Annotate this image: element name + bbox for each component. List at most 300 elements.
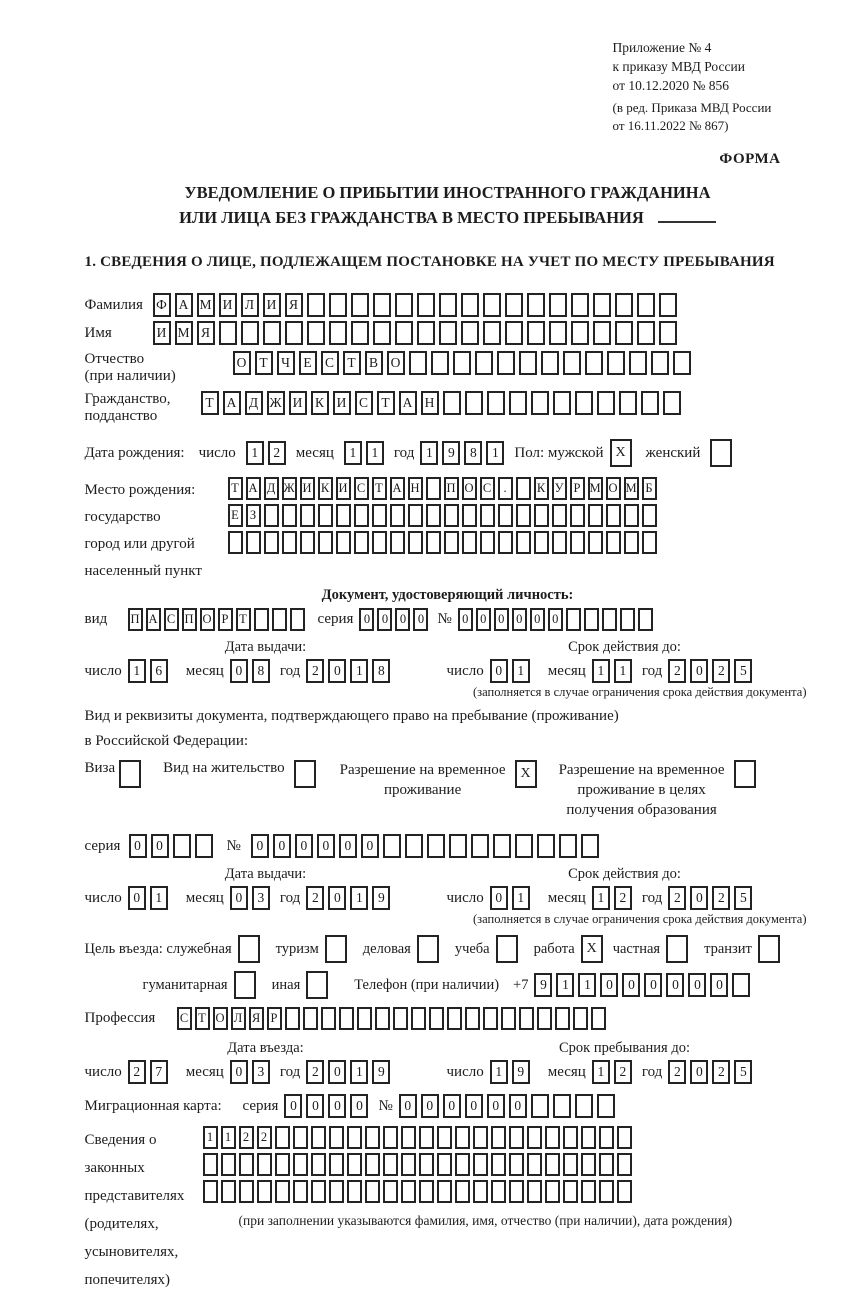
representatives-row2-cell[interactable] <box>311 1153 326 1176</box>
surname-cell[interactable] <box>439 293 457 317</box>
representatives-row2-cell[interactable] <box>221 1153 236 1176</box>
citizenship-cell[interactable] <box>509 391 527 415</box>
representatives-row1-cell[interactable]: 1 <box>203 1126 218 1149</box>
representatives-row3-cell[interactable] <box>599 1180 614 1203</box>
surname-cell[interactable]: М <box>197 293 215 317</box>
migcard-series-cell[interactable]: 0 <box>284 1094 302 1118</box>
phone-cell[interactable]: 1 <box>578 973 596 997</box>
id-number-cell[interactable] <box>620 608 635 631</box>
phone-cell[interactable]: 0 <box>644 973 662 997</box>
birth-year-cell[interactable]: 1 <box>420 441 438 465</box>
birthplace-row1-cell[interactable]: И <box>336 477 351 500</box>
migcard-number-cell[interactable] <box>597 1094 615 1118</box>
birthplace-row3-cell[interactable] <box>534 531 549 554</box>
id-valid-month-cell[interactable]: 1 <box>592 659 610 683</box>
birthplace-row1-cell[interactable]: . <box>498 477 513 500</box>
birthplace-row3-cell[interactable] <box>570 531 585 554</box>
representatives-row3-cell[interactable] <box>275 1180 290 1203</box>
purpose-business-cell[interactable] <box>417 935 439 963</box>
birthplace-row1-cell[interactable]: К <box>318 477 333 500</box>
birthplace-row2-cell[interactable] <box>534 504 549 527</box>
birthplace-row3-cell[interactable] <box>246 531 261 554</box>
profession-cell[interactable] <box>375 1007 390 1030</box>
citizenship-cell[interactable]: Т <box>201 391 219 415</box>
representatives-row1-cell[interactable]: 2 <box>257 1126 272 1149</box>
birthplace-row1-cell[interactable]: Д <box>264 477 279 500</box>
profession-cell[interactable] <box>483 1007 498 1030</box>
id-issue-year-cell[interactable]: 2 <box>306 659 324 683</box>
permit-issue-day-cell[interactable]: 0 <box>128 886 146 910</box>
migcard-number-cell[interactable] <box>531 1094 549 1118</box>
representatives-row3-cell[interactable] <box>581 1180 596 1203</box>
citizenship-cell[interactable]: Т <box>377 391 395 415</box>
phone-cell[interactable]: 1 <box>556 973 574 997</box>
representatives-row1-cell[interactable] <box>563 1126 578 1149</box>
name-cell[interactable] <box>505 321 523 345</box>
birthplace-row1-cell[interactable]: О <box>462 477 477 500</box>
birthplace-row2-cell[interactable] <box>408 504 423 527</box>
surname-cell[interactable] <box>461 293 479 317</box>
id-number-cell[interactable] <box>584 608 599 631</box>
surname-cell[interactable] <box>329 293 347 317</box>
permit-valid-day-cell[interactable]: 0 <box>490 886 508 910</box>
birthplace-row2-cell[interactable] <box>588 504 603 527</box>
birthplace-row2-cell[interactable] <box>552 504 567 527</box>
patronymic-cell[interactable]: О <box>233 351 251 375</box>
representatives-row1-cell[interactable] <box>473 1126 488 1149</box>
stay-day-cell[interactable]: 9 <box>512 1060 530 1084</box>
representatives-row3-cell[interactable] <box>401 1180 416 1203</box>
representatives-row3-cell[interactable] <box>329 1180 344 1203</box>
name-cell[interactable] <box>395 321 413 345</box>
patronymic-cell[interactable] <box>651 351 669 375</box>
citizenship-cell[interactable]: С <box>355 391 373 415</box>
sex-male-cell[interactable]: X <box>610 439 632 467</box>
representatives-row1-cell[interactable] <box>275 1126 290 1149</box>
representatives-row1-cell[interactable] <box>491 1126 506 1149</box>
representatives-row2-cell[interactable] <box>401 1153 416 1176</box>
patronymic-cell[interactable]: Т <box>343 351 361 375</box>
citizenship-cell[interactable]: И <box>289 391 307 415</box>
patronymic-cell[interactable] <box>541 351 559 375</box>
migcard-number-cell[interactable]: 0 <box>465 1094 483 1118</box>
surname-cell[interactable] <box>395 293 413 317</box>
id-valid-day-cell[interactable]: 0 <box>490 659 508 683</box>
birthplace-row2-cell[interactable] <box>336 504 351 527</box>
birthplace-row2-cell[interactable] <box>516 504 531 527</box>
representatives-row2-cell[interactable] <box>545 1153 560 1176</box>
birthplace-row1-cell[interactable]: Т <box>228 477 243 500</box>
birthplace-row2-cell[interactable] <box>354 504 369 527</box>
birthplace-row1-cell[interactable]: М <box>624 477 639 500</box>
permit-valid-month-cell[interactable]: 2 <box>614 886 632 910</box>
citizenship-cell[interactable] <box>597 391 615 415</box>
profession-cell[interactable]: Т <box>195 1007 210 1030</box>
doc-type-cell[interactable] <box>254 608 269 631</box>
birthplace-row3-cell[interactable] <box>588 531 603 554</box>
doc-type-cell[interactable]: О <box>200 608 215 631</box>
sex-female-cell[interactable] <box>710 439 732 467</box>
surname-cell[interactable] <box>505 293 523 317</box>
id-number-cell[interactable]: 0 <box>476 608 491 631</box>
surname-cell[interactable]: И <box>219 293 237 317</box>
name-cell[interactable] <box>593 321 611 345</box>
representatives-row2-cell[interactable] <box>473 1153 488 1176</box>
representatives-row3-cell[interactable] <box>221 1180 236 1203</box>
name-cell[interactable] <box>263 321 281 345</box>
profession-cell[interactable] <box>339 1007 354 1030</box>
name-cell[interactable] <box>219 321 237 345</box>
permit-issue-year-cell[interactable]: 0 <box>328 886 346 910</box>
birthplace-row1-cell[interactable]: М <box>588 477 603 500</box>
migcard-series-cell[interactable]: 0 <box>350 1094 368 1118</box>
name-cell[interactable] <box>241 321 259 345</box>
migcard-number-cell[interactable]: 0 <box>509 1094 527 1118</box>
patronymic-cell[interactable] <box>585 351 603 375</box>
id-number-cell[interactable]: 0 <box>548 608 563 631</box>
patronymic-cell[interactable] <box>607 351 625 375</box>
id-issue-year-cell[interactable]: 0 <box>328 659 346 683</box>
representatives-row3-cell[interactable] <box>473 1180 488 1203</box>
permit-series-cell[interactable] <box>195 834 213 858</box>
profession-cell[interactable] <box>393 1007 408 1030</box>
permit-number-cell[interactable] <box>427 834 445 858</box>
name-cell[interactable] <box>527 321 545 345</box>
representatives-row2-cell[interactable] <box>383 1153 398 1176</box>
citizenship-cell[interactable]: Д <box>245 391 263 415</box>
representatives-row1-cell[interactable]: 2 <box>239 1126 254 1149</box>
birthplace-row3-cell[interactable] <box>390 531 405 554</box>
id-issue-month-cell[interactable]: 8 <box>252 659 270 683</box>
name-cell[interactable] <box>461 321 479 345</box>
doc-type-cell[interactable] <box>272 608 287 631</box>
name-cell[interactable] <box>637 321 655 345</box>
surname-cell[interactable]: Л <box>241 293 259 317</box>
representatives-row3-cell[interactable] <box>419 1180 434 1203</box>
birth-year-cell[interactable]: 1 <box>486 441 504 465</box>
representatives-row3-cell[interactable] <box>455 1180 470 1203</box>
surname-cell[interactable] <box>593 293 611 317</box>
birth-day-cell[interactable]: 2 <box>268 441 286 465</box>
birthplace-row1-cell[interactable] <box>516 477 531 500</box>
birthplace-row1-cell[interactable]: И <box>300 477 315 500</box>
birth-year-cell[interactable]: 8 <box>464 441 482 465</box>
representatives-row3-cell[interactable] <box>293 1180 308 1203</box>
birthplace-row3-cell[interactable] <box>282 531 297 554</box>
permit-valid-month-cell[interactable]: 1 <box>592 886 610 910</box>
birthplace-row2-cell[interactable] <box>480 504 495 527</box>
entry-day-cell[interactable]: 7 <box>150 1060 168 1084</box>
id-issue-day-cell[interactable]: 6 <box>150 659 168 683</box>
permit-number-cell[interactable] <box>471 834 489 858</box>
profession-cell[interactable] <box>303 1007 318 1030</box>
representatives-row1-cell[interactable] <box>527 1126 542 1149</box>
birthplace-row2-cell[interactable] <box>498 504 513 527</box>
representatives-row3-cell[interactable] <box>545 1180 560 1203</box>
permit-series-cell[interactable] <box>173 834 191 858</box>
doc-type-cell[interactable]: А <box>146 608 161 631</box>
citizenship-cell[interactable] <box>663 391 681 415</box>
representatives-row1-cell[interactable] <box>437 1126 452 1149</box>
citizenship-cell[interactable]: И <box>333 391 351 415</box>
birthplace-row1-cell[interactable]: У <box>552 477 567 500</box>
birthplace-row1-cell[interactable]: Р <box>570 477 585 500</box>
birthplace-row3-cell[interactable] <box>264 531 279 554</box>
phone-cell[interactable]: 0 <box>710 973 728 997</box>
doc-type-cell[interactable]: П <box>182 608 197 631</box>
surname-cell[interactable] <box>549 293 567 317</box>
id-valid-year-cell[interactable]: 2 <box>712 659 730 683</box>
patronymic-cell[interactable] <box>475 351 493 375</box>
birthplace-row2-cell[interactable] <box>282 504 297 527</box>
citizenship-cell[interactable]: К <box>311 391 329 415</box>
representatives-row1-cell[interactable] <box>293 1126 308 1149</box>
permit-number-cell[interactable] <box>515 834 533 858</box>
representatives-row2-cell[interactable] <box>365 1153 380 1176</box>
representatives-row1-cell[interactable]: 1 <box>221 1126 236 1149</box>
id-issue-year-cell[interactable]: 1 <box>350 659 368 683</box>
permit-issue-year-cell[interactable]: 2 <box>306 886 324 910</box>
surname-cell[interactable]: А <box>175 293 193 317</box>
name-cell[interactable] <box>483 321 501 345</box>
representatives-row1-cell[interactable] <box>365 1126 380 1149</box>
birth-year-cell[interactable]: 9 <box>442 441 460 465</box>
birthplace-row1-cell[interactable]: Н <box>408 477 423 500</box>
representatives-row2-cell[interactable] <box>257 1153 272 1176</box>
doc-type-cell[interactable]: Т <box>236 608 251 631</box>
permit-number-cell[interactable]: 0 <box>251 834 269 858</box>
representatives-row3-cell[interactable] <box>203 1180 218 1203</box>
permit-valid-year-cell[interactable]: 5 <box>734 886 752 910</box>
migcard-series-cell[interactable]: 0 <box>306 1094 324 1118</box>
profession-cell[interactable] <box>429 1007 444 1030</box>
migcard-number-cell[interactable] <box>553 1094 571 1118</box>
citizenship-cell[interactable]: А <box>223 391 241 415</box>
surname-cell[interactable] <box>659 293 677 317</box>
id-number-cell[interactable]: 0 <box>458 608 473 631</box>
migcard-number-cell[interactable]: 0 <box>399 1094 417 1118</box>
representatives-row2-cell[interactable] <box>581 1153 596 1176</box>
doc-type-cell[interactable] <box>290 608 305 631</box>
citizenship-cell[interactable] <box>641 391 659 415</box>
permit-number-cell[interactable] <box>383 834 401 858</box>
birthplace-row1-cell[interactable]: Б <box>642 477 657 500</box>
birthplace-row3-cell[interactable] <box>480 531 495 554</box>
citizenship-cell[interactable] <box>465 391 483 415</box>
representatives-row1-cell[interactable] <box>347 1126 362 1149</box>
id-valid-day-cell[interactable]: 1 <box>512 659 530 683</box>
representatives-row3-cell[interactable] <box>311 1180 326 1203</box>
patronymic-cell[interactable]: О <box>387 351 405 375</box>
birthplace-row3-cell[interactable] <box>228 531 243 554</box>
patronymic-cell[interactable]: С <box>321 351 339 375</box>
surname-cell[interactable] <box>527 293 545 317</box>
representatives-row2-cell[interactable] <box>599 1153 614 1176</box>
birthplace-row1-cell[interactable]: А <box>246 477 261 500</box>
birthplace-row1-cell[interactable]: О <box>606 477 621 500</box>
entry-year-cell[interactable]: 9 <box>372 1060 390 1084</box>
name-cell[interactable]: М <box>175 321 193 345</box>
name-cell[interactable] <box>549 321 567 345</box>
id-valid-year-cell[interactable]: 5 <box>734 659 752 683</box>
birthplace-row3-cell[interactable] <box>336 531 351 554</box>
migcard-number-cell[interactable]: 0 <box>421 1094 439 1118</box>
purpose-transit-cell[interactable] <box>758 935 780 963</box>
representatives-row1-cell[interactable] <box>419 1126 434 1149</box>
stay-year-cell[interactable]: 2 <box>712 1060 730 1084</box>
surname-cell[interactable] <box>615 293 633 317</box>
surname-cell[interactable] <box>637 293 655 317</box>
birthplace-row2-cell[interactable] <box>570 504 585 527</box>
representatives-row3-cell[interactable] <box>257 1180 272 1203</box>
representatives-row3-cell[interactable] <box>239 1180 254 1203</box>
phone-cell[interactable] <box>732 973 750 997</box>
citizenship-cell[interactable]: Н <box>421 391 439 415</box>
representatives-row1-cell[interactable] <box>599 1126 614 1149</box>
birthplace-row3-cell[interactable] <box>318 531 333 554</box>
id-series-cell[interactable]: 0 <box>413 608 428 631</box>
phone-cell[interactable]: 0 <box>600 973 618 997</box>
representatives-row1-cell[interactable] <box>617 1126 632 1149</box>
surname-cell[interactable] <box>417 293 435 317</box>
name-cell[interactable] <box>307 321 325 345</box>
birthplace-row3-cell[interactable] <box>372 531 387 554</box>
representatives-row2-cell[interactable] <box>491 1153 506 1176</box>
surname-cell[interactable]: Ф <box>153 293 171 317</box>
patronymic-cell[interactable]: Е <box>299 351 317 375</box>
entry-year-cell[interactable]: 0 <box>328 1060 346 1084</box>
representatives-row1-cell[interactable] <box>401 1126 416 1149</box>
stay-day-cell[interactable]: 1 <box>490 1060 508 1084</box>
permit-number-cell[interactable]: 0 <box>339 834 357 858</box>
surname-cell[interactable] <box>373 293 391 317</box>
name-cell[interactable] <box>373 321 391 345</box>
citizenship-cell[interactable] <box>553 391 571 415</box>
migcard-number-cell[interactable] <box>575 1094 593 1118</box>
permit-valid-year-cell[interactable]: 0 <box>690 886 708 910</box>
representatives-row2-cell[interactable] <box>455 1153 470 1176</box>
stay-year-cell[interactable]: 2 <box>668 1060 686 1084</box>
birthplace-row1-cell[interactable]: С <box>354 477 369 500</box>
birthplace-row2-cell[interactable] <box>372 504 387 527</box>
birthplace-row3-cell[interactable] <box>498 531 513 554</box>
profession-cell[interactable] <box>555 1007 570 1030</box>
profession-cell[interactable] <box>357 1007 372 1030</box>
birthplace-row1-cell[interactable]: К <box>534 477 549 500</box>
profession-cell[interactable]: Л <box>231 1007 246 1030</box>
patronymic-cell[interactable] <box>409 351 427 375</box>
id-issue-day-cell[interactable]: 1 <box>128 659 146 683</box>
patronymic-cell[interactable]: Ч <box>277 351 295 375</box>
citizenship-cell[interactable] <box>531 391 549 415</box>
representatives-row1-cell[interactable] <box>311 1126 326 1149</box>
patronymic-cell[interactable] <box>497 351 515 375</box>
visa-cell[interactable] <box>119 760 141 788</box>
doc-type-cell[interactable]: П <box>128 608 143 631</box>
representatives-row2-cell[interactable] <box>275 1153 290 1176</box>
birthplace-row3-cell[interactable] <box>426 531 441 554</box>
permit-number-cell[interactable] <box>581 834 599 858</box>
entry-month-cell[interactable]: 0 <box>230 1060 248 1084</box>
phone-cell[interactable]: 9 <box>534 973 552 997</box>
purpose-other-cell[interactable] <box>306 971 328 999</box>
temp-residence-edu-cell[interactable] <box>734 760 756 788</box>
name-cell[interactable] <box>571 321 589 345</box>
purpose-official-cell[interactable] <box>238 935 260 963</box>
representatives-row1-cell[interactable] <box>329 1126 344 1149</box>
id-number-cell[interactable] <box>566 608 581 631</box>
permit-number-cell[interactable]: 0 <box>361 834 379 858</box>
permit-valid-year-cell[interactable]: 2 <box>712 886 730 910</box>
doc-type-cell[interactable]: Р <box>218 608 233 631</box>
profession-cell[interactable]: Я <box>249 1007 264 1030</box>
birthplace-row2-cell[interactable] <box>300 504 315 527</box>
patronymic-cell[interactable] <box>673 351 691 375</box>
stay-year-cell[interactable]: 5 <box>734 1060 752 1084</box>
purpose-private-cell[interactable] <box>666 935 688 963</box>
birthplace-row3-cell[interactable] <box>642 531 657 554</box>
name-cell[interactable] <box>285 321 303 345</box>
profession-cell[interactable] <box>285 1007 300 1030</box>
permit-series-cell[interactable]: 0 <box>151 834 169 858</box>
birthplace-row2-cell[interactable] <box>318 504 333 527</box>
id-issue-month-cell[interactable]: 0 <box>230 659 248 683</box>
profession-cell[interactable] <box>591 1007 606 1030</box>
id-valid-year-cell[interactable]: 2 <box>668 659 686 683</box>
citizenship-cell[interactable]: А <box>399 391 417 415</box>
entry-year-cell[interactable]: 1 <box>350 1060 368 1084</box>
stay-month-cell[interactable]: 2 <box>614 1060 632 1084</box>
birthplace-row3-cell[interactable] <box>516 531 531 554</box>
permit-number-cell[interactable] <box>493 834 511 858</box>
profession-cell[interactable] <box>447 1007 462 1030</box>
birthplace-row3-cell[interactable] <box>624 531 639 554</box>
permit-number-cell[interactable]: 0 <box>273 834 291 858</box>
surname-cell[interactable]: Я <box>285 293 303 317</box>
representatives-row1-cell[interactable] <box>509 1126 524 1149</box>
stay-year-cell[interactable]: 0 <box>690 1060 708 1084</box>
name-cell[interactable] <box>615 321 633 345</box>
temp-residence-cell[interactable]: X <box>515 760 537 788</box>
patronymic-cell[interactable] <box>431 351 449 375</box>
birthplace-row3-cell[interactable] <box>408 531 423 554</box>
birth-month-cell[interactable]: 1 <box>344 441 362 465</box>
permit-number-cell[interactable] <box>559 834 577 858</box>
id-number-cell[interactable]: 0 <box>512 608 527 631</box>
surname-cell[interactable]: И <box>263 293 281 317</box>
migcard-series-cell[interactable]: 0 <box>328 1094 346 1118</box>
representatives-row2-cell[interactable] <box>617 1153 632 1176</box>
birthplace-row3-cell[interactable] <box>300 531 315 554</box>
profession-cell[interactable] <box>465 1007 480 1030</box>
birthplace-row2-cell[interactable] <box>444 504 459 527</box>
permit-issue-month-cell[interactable]: 3 <box>252 886 270 910</box>
profession-cell[interactable] <box>519 1007 534 1030</box>
profession-cell[interactable] <box>501 1007 516 1030</box>
birthplace-row2-cell[interactable] <box>264 504 279 527</box>
permit-number-cell[interactable] <box>449 834 467 858</box>
surname-cell[interactable] <box>351 293 369 317</box>
profession-cell[interactable]: О <box>213 1007 228 1030</box>
birthplace-row3-cell[interactable] <box>444 531 459 554</box>
citizenship-cell[interactable] <box>487 391 505 415</box>
birthplace-row2-cell[interactable]: Е <box>228 504 243 527</box>
id-number-cell[interactable]: 0 <box>494 608 509 631</box>
citizenship-cell[interactable] <box>575 391 593 415</box>
representatives-row3-cell[interactable] <box>347 1180 362 1203</box>
representatives-row3-cell[interactable] <box>527 1180 542 1203</box>
phone-cell[interactable]: 0 <box>622 973 640 997</box>
